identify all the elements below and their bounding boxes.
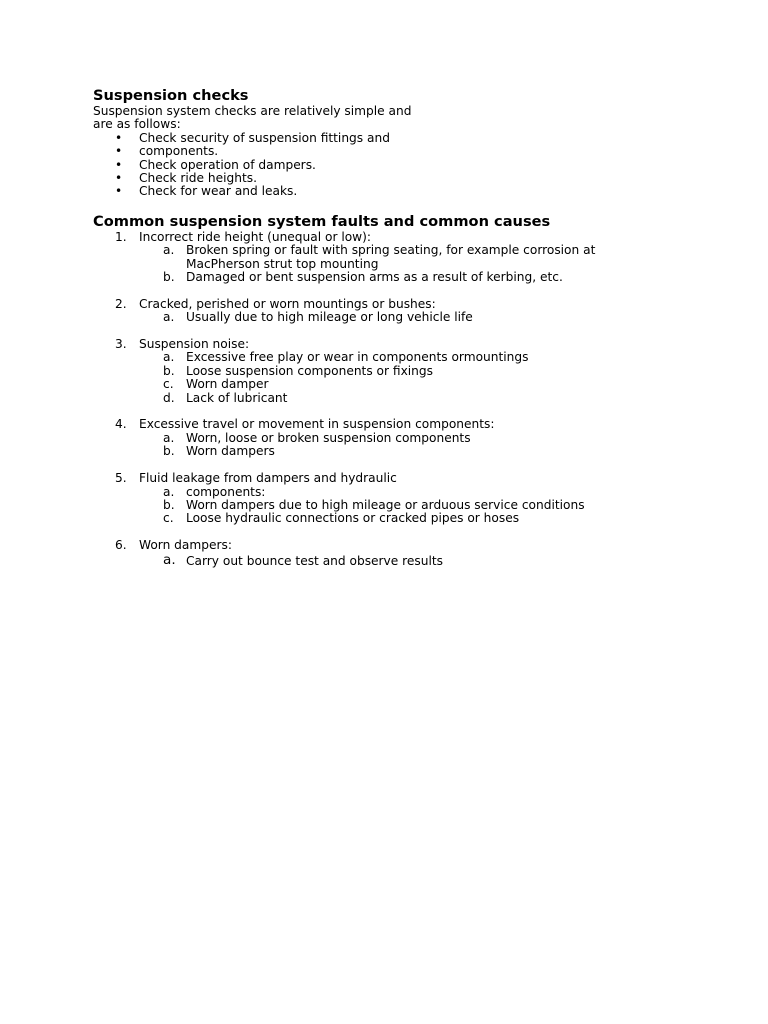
bullet-text: Check security of suspension fittings and: [139, 130, 390, 145]
cause-letter: a.: [163, 551, 176, 568]
cause-letter: a.: [163, 350, 175, 365]
cause-text: Lack of lubricant: [186, 390, 288, 405]
fault-item: [93, 472, 653, 526]
fault-item: [93, 231, 653, 285]
bullet-icon: •: [115, 184, 123, 199]
fault-heading: [93, 539, 653, 552]
cause-letter: d.: [163, 390, 175, 405]
cause-item: [93, 378, 653, 391]
bullet-item: [93, 145, 653, 158]
bullet-icon: •: [115, 130, 123, 145]
fault-heading: [93, 231, 653, 244]
fault-heading: [93, 418, 653, 431]
cause-item: [93, 392, 653, 405]
cause-letter: a.: [163, 484, 175, 499]
fault-number: 4.: [115, 417, 127, 432]
cause-letter: a.: [163, 310, 175, 325]
cause-text: Excessive free play or wear in components ormountings: [186, 350, 529, 365]
fault-number: 2.: [115, 296, 127, 311]
fault-item: [93, 338, 653, 405]
cause-letter: a.: [163, 243, 175, 258]
cause-letter: b.: [163, 270, 175, 285]
cause-text: components:: [186, 484, 266, 499]
cause-item: [93, 486, 653, 499]
fault-heading-text: Fluid leakage from dampers and hydraulic: [139, 471, 397, 486]
fault-heading-text: Excessive travel or movement in suspension components:: [139, 417, 495, 432]
cause-item: [93, 432, 653, 445]
cause-text: Damaged or bent suspension arms as a result of kerbing, etc.: [186, 270, 563, 285]
bullet-text: Check for wear and leaks.: [139, 184, 298, 199]
fault-heading: [93, 472, 653, 485]
fault-number: 6.: [115, 538, 127, 553]
cause-item: [93, 445, 653, 458]
cause-text: Broken spring or fault with spring seating, for example corrosion at MacPherson strut top mounting: [186, 243, 596, 271]
bullet-item: [93, 185, 653, 198]
cause-item: [93, 271, 653, 284]
cause-item: [93, 311, 653, 324]
cause-letter: c.: [163, 511, 174, 526]
fault-heading-text: Incorrect ride height (unequal or low):: [139, 229, 371, 244]
bullet-text: Check ride heights.: [139, 171, 257, 186]
fault-item: [93, 298, 653, 325]
cause-text: Worn dampers due to high mileage or arduous service conditions: [186, 497, 585, 512]
cause-item: [93, 551, 653, 568]
cause-letter: c.: [163, 377, 174, 392]
checks-bullet-list: [93, 132, 653, 199]
fault-number: 1.: [115, 229, 127, 244]
cause-text: Carry out bounce test and observe results: [186, 553, 443, 568]
cause-text: Worn dampers: [186, 444, 275, 459]
cause-item: [93, 365, 653, 378]
fault-number: 5.: [115, 471, 127, 486]
fault-item: [93, 418, 653, 458]
fault-heading: [93, 338, 653, 351]
cause-letter: a.: [163, 430, 175, 445]
cause-letter: b.: [163, 497, 175, 512]
section-title-suspension-checks: Suspension checks: [93, 87, 249, 104]
cause-item: [93, 499, 653, 512]
bullet-icon: •: [115, 157, 123, 172]
bullet-text: Check operation of dampers.: [139, 157, 316, 172]
fault-heading-text: Worn dampers:: [139, 538, 232, 553]
cause-letter: b.: [163, 363, 175, 378]
cause-text: Worn damper: [186, 377, 269, 392]
cause-text: Loose hydraulic connections or cracked pipes or hoses: [186, 511, 520, 526]
bullet-item: [93, 159, 653, 172]
cause-item: [93, 244, 653, 271]
cause-text: Loose suspension components or fixings: [186, 363, 433, 378]
fault-heading: [93, 298, 653, 311]
fault-item: [93, 539, 653, 568]
fault-number: 3.: [115, 337, 127, 352]
bullet-text: components.: [139, 144, 219, 159]
intro-paragraph: Suspension system checks are relatively simple and are as follows:: [93, 104, 412, 132]
fault-heading-text: Cracked, perished or worn mountings or bushes:: [139, 296, 436, 311]
cause-text: Worn, loose or broken suspension components: [186, 430, 471, 445]
cause-text: Usually due to high mileage or long vehicle life: [186, 310, 473, 325]
bullet-icon: •: [115, 171, 123, 186]
bullet-item: [93, 132, 653, 145]
cause-item: [93, 351, 653, 364]
bullet-item: [93, 172, 653, 185]
fault-heading-text: Suspension noise:: [139, 337, 250, 352]
cause-item: [93, 512, 653, 525]
section-title-faults: Common suspension system faults and common causes: [93, 212, 551, 230]
cause-letter: b.: [163, 444, 175, 459]
document-page: [93, 87, 653, 581]
bullet-icon: •: [115, 144, 123, 159]
